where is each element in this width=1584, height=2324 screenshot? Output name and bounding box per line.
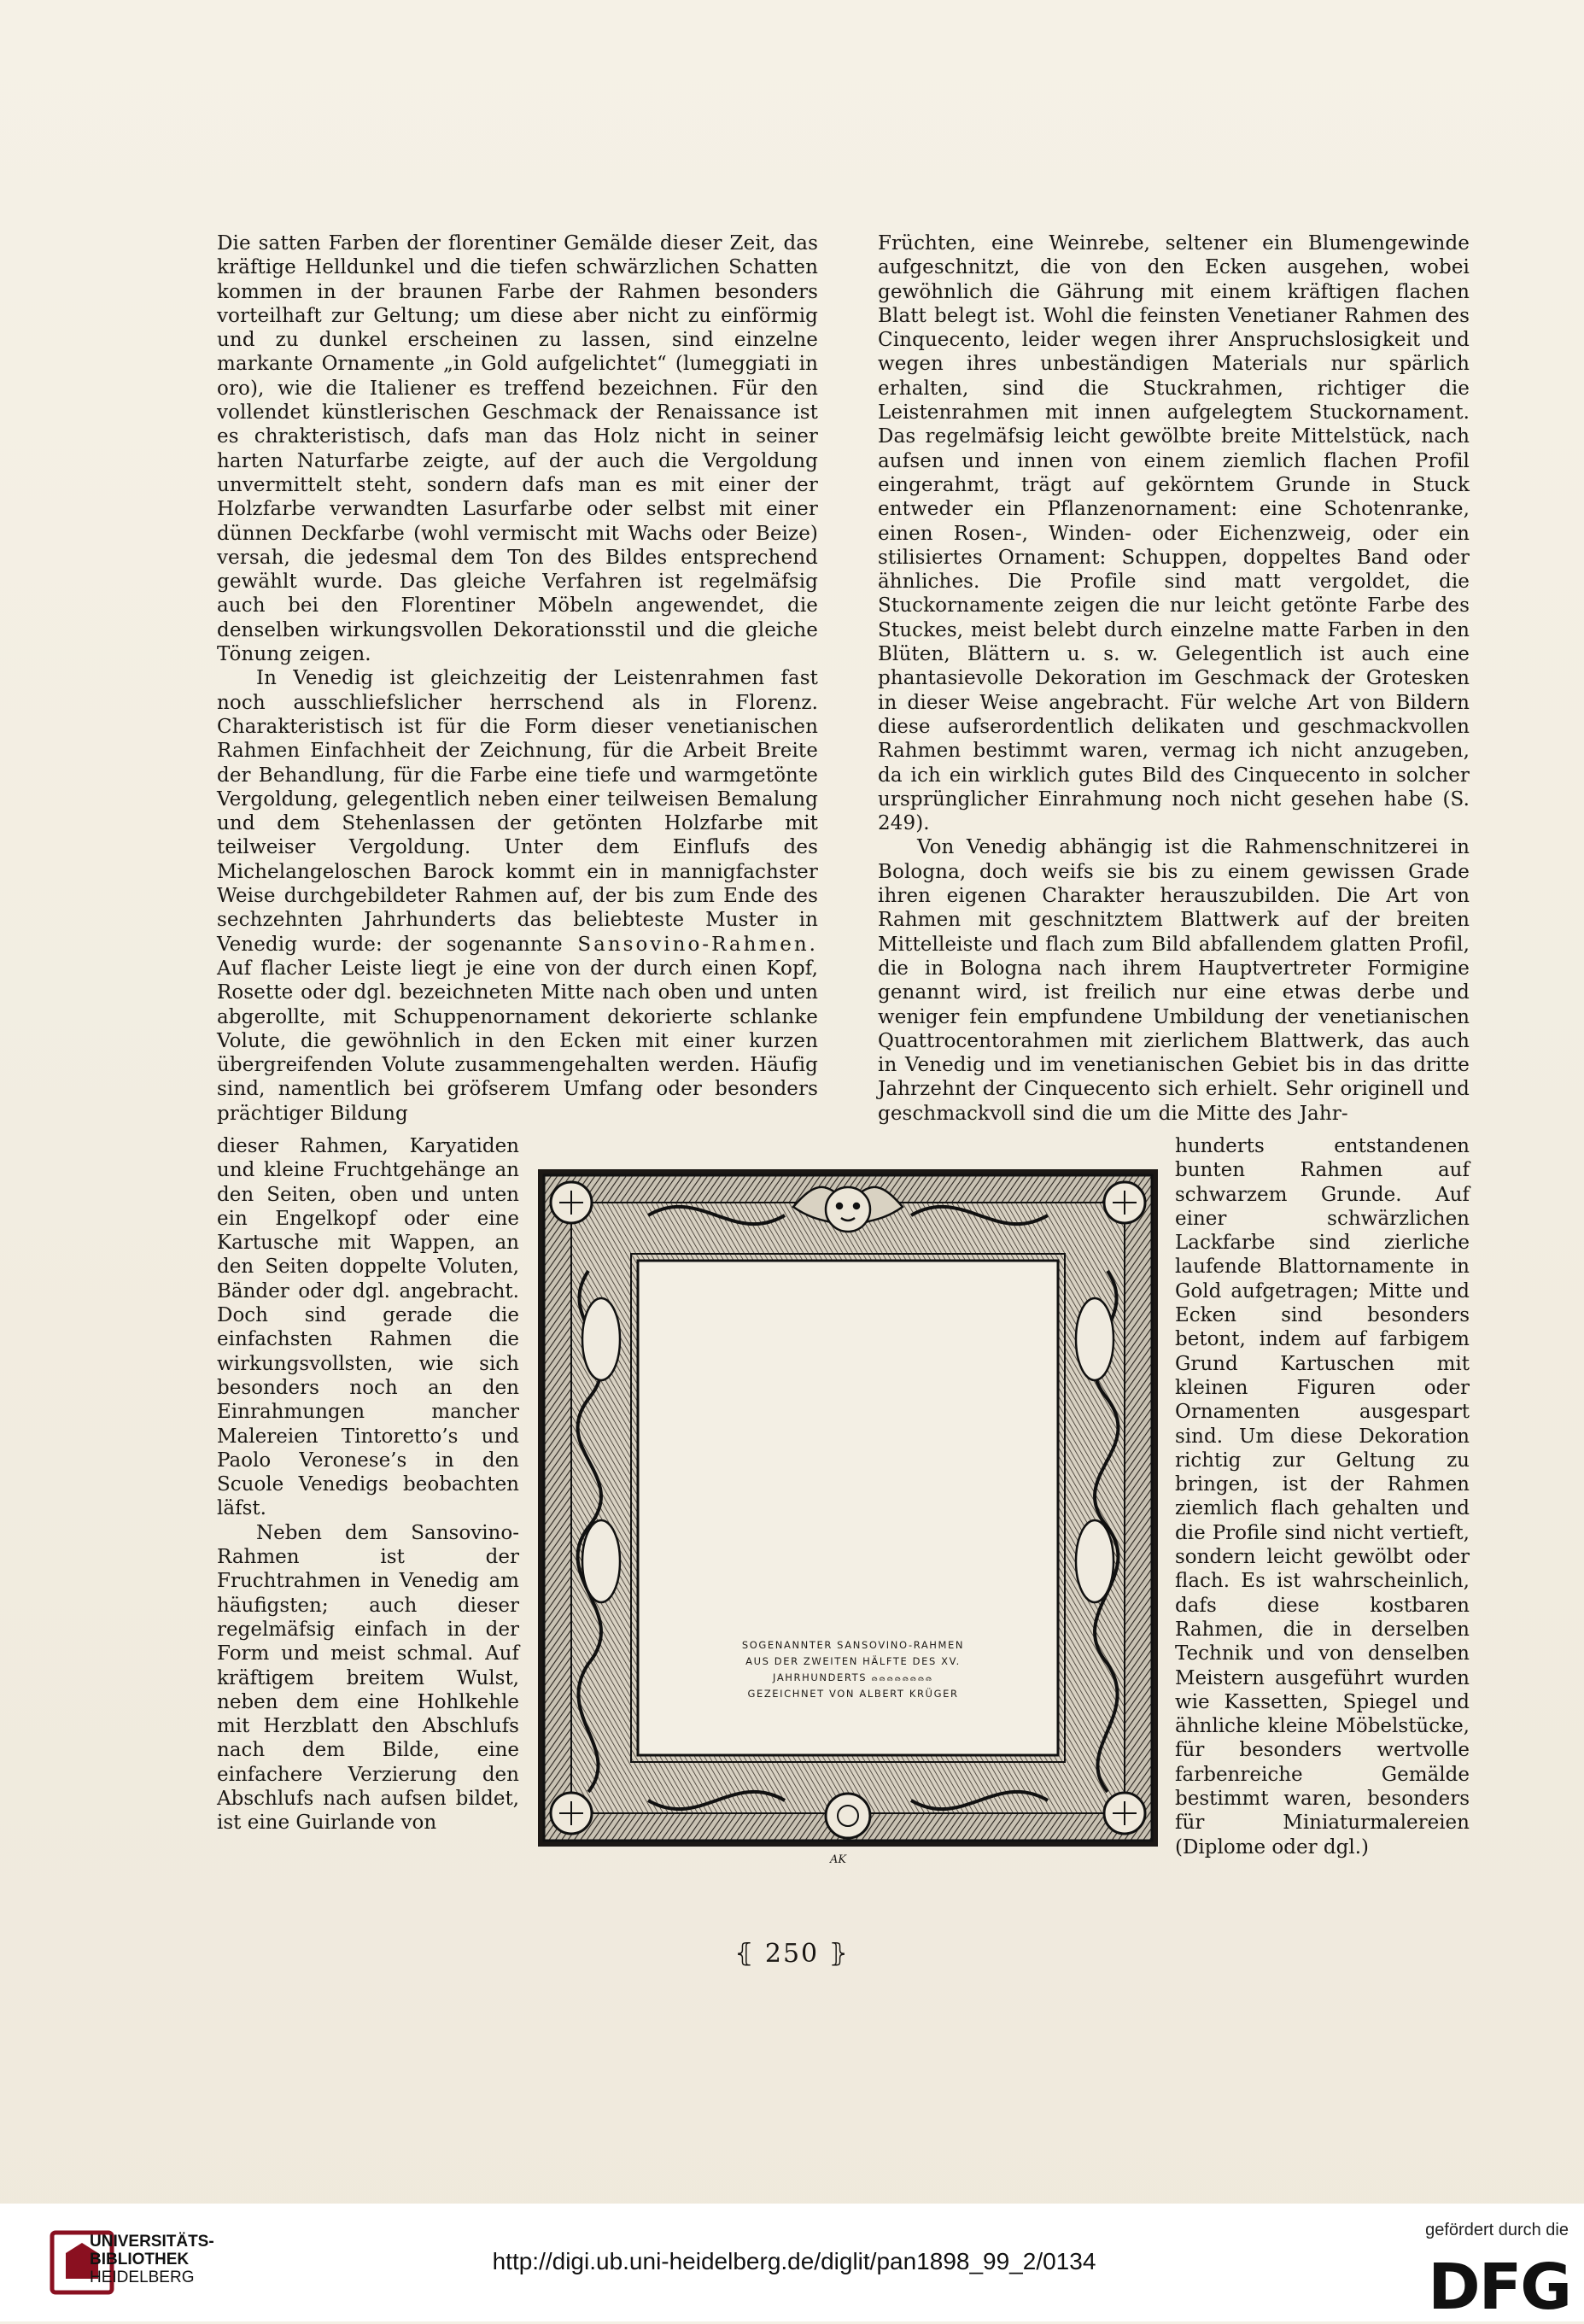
paragraph-text: Auf flacher Leiste liegt je eine von der durch einen Kopf, Rosette oder dgl. bezeichneten Mitte nach oben und unten abgerollte, mit Schuppenornament dekorierte schlanke Volute, die gewöhnlich in den Ecken mit einer kurzen übergreifenden Volute zusammengehalten werden. Häufig sind, namentlich bei gröfserem Umfang oder besonders prächtiger Bildung [217, 957, 818, 1125]
artist-monogram: AK [830, 1853, 847, 1866]
left-column [217, 231, 818, 1126]
library-name-line: UNIVERSITÄTS- [90, 2233, 214, 2251]
right-wrap-column [1175, 1134, 1470, 1859]
paragraph [217, 666, 818, 1126]
paragraph: Neben dem Sansovino-Rahmen ist der Fruchtrahmen in Venedig am häufigsten; auch dieser regelmäfsig einfach in der Form und meist schmal. Auf kräftigem breitem Wulst, neben dem eine Hohlkehle mit Herzblatt den Abschlufs nach dem Bilde, eine einfachere Verzierung den Abschlufs nach aufsen bildet, ist eine Guirlande von [217, 1521, 519, 1835]
paragraph: Früchten, eine Weinrebe, seltener ein Blumengewinde aufgeschnitzt, die von den Ecken ausgehen, wobei gewöhnlich die Gährung mit einem kräftigen flachen Blatt belegt ist. Wohl die feinsten Venetianer Rahmen des Cinquecento, leider wegen ihrer Anspruchslosigkeit und wegen ihres unbeständigen Materials nur spärlich erhalten, sind die Stuckrahmen, richtiger die Leistenrahmen mit innen aufgelegtem Stuckornament. Das regelmäfsig leicht gewölbte breite Mittelstück, nach aufsen und innen von einem ziemlich flachen Profil eingerahmt, trägt auf gekörntem Grunde in Stuck entweder ein Pflanzenornament: eine Schotenranke, einen Rosen-, Winden- oder Eichenzweig, oder ein stilisiertes Ornament: Schuppen, doppeltes Band oder ähnliches. Die Profile sind matt vergoldet, die Stuckornamente zeigen die nur leicht getönte Farbe des Stuckes, meist belebt durch einzelne matte Farben in den Blüten, Blättern u. s. w. Gelegentlich ist auch eine phantasievolle Dekoration im Geschmack der Grotesken in dieser Weise angebracht. Für welche Art von Bildern diese aufserordentlich delikaten und geschmackvollen Rahmen bestimmt waren, vermag ich nicht anzugeben, da ich ein wirklich gutes Bild des Cinquecento in solcher ursprünglicher Einrahmung noch nicht gesehen habe (S. 249). [878, 232, 1470, 835]
right-column [878, 231, 1470, 1126]
library-name-line: HEIDELBERG [90, 2268, 195, 2286]
dfg-logo: DFG [1428, 2251, 1570, 2324]
page-number: ⦃ 250 ⦄ [734, 1939, 850, 1969]
library-name [90, 2233, 214, 2286]
caption-line: JAHRHUNDERTS ෬෬෬෬෬෬෬෬ [773, 1671, 933, 1683]
figure-caption [717, 1637, 989, 1702]
source-url-link[interactable]: http://digi.ub.uni-heidelberg.de/diglit/pan1898_99_2/0134 [492, 2248, 1096, 2274]
library-name-line: BIBLIOTHEK [90, 2251, 190, 2268]
spaced-term: Sansovino-Rahmen. [577, 933, 818, 956]
footer-bar [0, 2204, 1584, 2324]
left-wrap-column [217, 1134, 519, 1835]
funded-by-text: gefördert durch die [1425, 2221, 1569, 2239]
caption-line: AUS DER ZWEITEN HÄLFTE DES XV. [745, 1655, 961, 1667]
paragraph: hunderts entstandenen bunten Rahmen auf schwarzem Grunde. Auf einer schwärzlichen Lackfarbe sind zierliche laufende Blattornamente in Gold aufgetragen; Mitte und Ecken sind besonders betont, indem auf farbigem Grund Kartuschen mit kleinen Figuren oder Ornamenten ausgespart sind. Um diese Dekoration richtig zur Geltung zu bringen, ist der Rahmen ziemlich flach gehalten und die Profile sind nicht vertieft, sondern leicht gewölbt oder flach. Es ist wahrscheinlich, dafs diese kostbaren Rahmen, die in derselben Technik und von denselben Meistern ausgeführt wurden wie Kassetten, Spiegel und ähnliche kleine Möbelstücke, für besonders wertvolle farbenreiche Gemälde bestimmt waren, besonders für Miniaturmalereien (Diplome oder dgl.) [1175, 1135, 1470, 1859]
caption-line: GEZEICHNET VON ALBERT KRÜGER [747, 1688, 959, 1700]
paragraph: Die satten Farben der florentiner Gemälde dieser Zeit, das kräftige Helldunkel und die tiefen schwärzlichen Schatten kommen in der braunen Farbe der Rahmen besonders vorteilhaft zur Geltung; um diese aber nicht zu einförmig und zu dunkel erscheinen zu lassen, sind einzelne markante Ornamente „in Gold aufgelichtet“ (lumeggiati in oro), wie die Italiener es treffend bezeichnen. Für den vollendet künstlerischen Geschmack der Renaissance ist es chrakteristisch, dafs man das Holz nicht in seiner harten Naturfarbe zeigte, auf der auch die Vergoldung unvermittelt steht, sondern dafs man es mit einer der Holzfarbe verwandten Lasurfarbe oder selbst mit einer dünnen Deckfarbe (wohl vermischt mit Wachs oder Beize) versah, die jedesmal dem Ton des Bildes entsprechend gewählt wurde. Das gleiche Verfahren ist regelmäfsig auch bei den Florentiner Möbeln angewendet, die denselben wirkungsvollen Dekorationsstil und die gleiche Tönung zeigen. [217, 232, 818, 666]
paragraph: dieser Rahmen, Karyatiden und kleine Fruchtgehänge an den Seiten, oben und unten ein Engelkopf oder eine Kartusche mit Wappen, an den Seiten doppelte Voluten, Bänder oder dgl. angebracht. Doch sind gerade die einfachsten Rahmen die wirkungsvollsten, wie sich besonders noch an den Einrahmungen mancher Malereien Tintoretto’s und Paolo Veronese’s in den Scuole Venedigs beobachten läfst. [217, 1135, 519, 1520]
paragraph-text: In Venedig ist gleichzeitig der Leistenrahmen fast noch ausschliefslicher herrschend als in Florenz. Charakteristisch ist für die Form dieser venetianischen Rahmen Einfachheit der Zeichnung, für die Arbeit Breite der Behandlung, für die Farbe eine tiefe und warmgetönte Vergoldung, gelegentlich neben einer teilweisen Bemalung und dem Stehenlassen der getönten Holzfarbe mit teilweiser Vergoldung. Unter dem Einflufs des Michelangeloschen Barock kommt ein in mannigfachster Weise durchgebildeter Rahmen auf, der bis zum Ende des sechzehnten Jahrhunderts das beliebteste Muster in Venedig wurde: der sogenannte [217, 667, 818, 956]
sansovino-frame-illustration [537, 1168, 1159, 1847]
paragraph: Von Venedig abhängig ist die Rahmenschnitzerei in Bologna, doch weifs sie bis zu einem gewissen Grade ihren eigenen Charakter herauszubilden. Die Art von Rahmen mit geschnitztem Blattwerk auf der breiten Mittelleiste und flach zum Bild abfallendem glatten Profil, die in Bologna nach ihrem Hauptvertreter Formigine genannt wird, ist freilich nur eine etwas derbe und weniger fein empfundene Umbildung der venetianischen Quattrocentorahmen mit zierlichem Blattwerk, das auch in Venedig und im venetianischen Gebiet bis in das dritte Jahrzehnt der Cinquecento sich erhielt. Sehr originell und geschmackvoll sind die um die Mitte des Jahr- [878, 836, 1470, 1125]
caption-line: SOGENANNTER SANSOVINO-RAHMEN [741, 1639, 965, 1651]
